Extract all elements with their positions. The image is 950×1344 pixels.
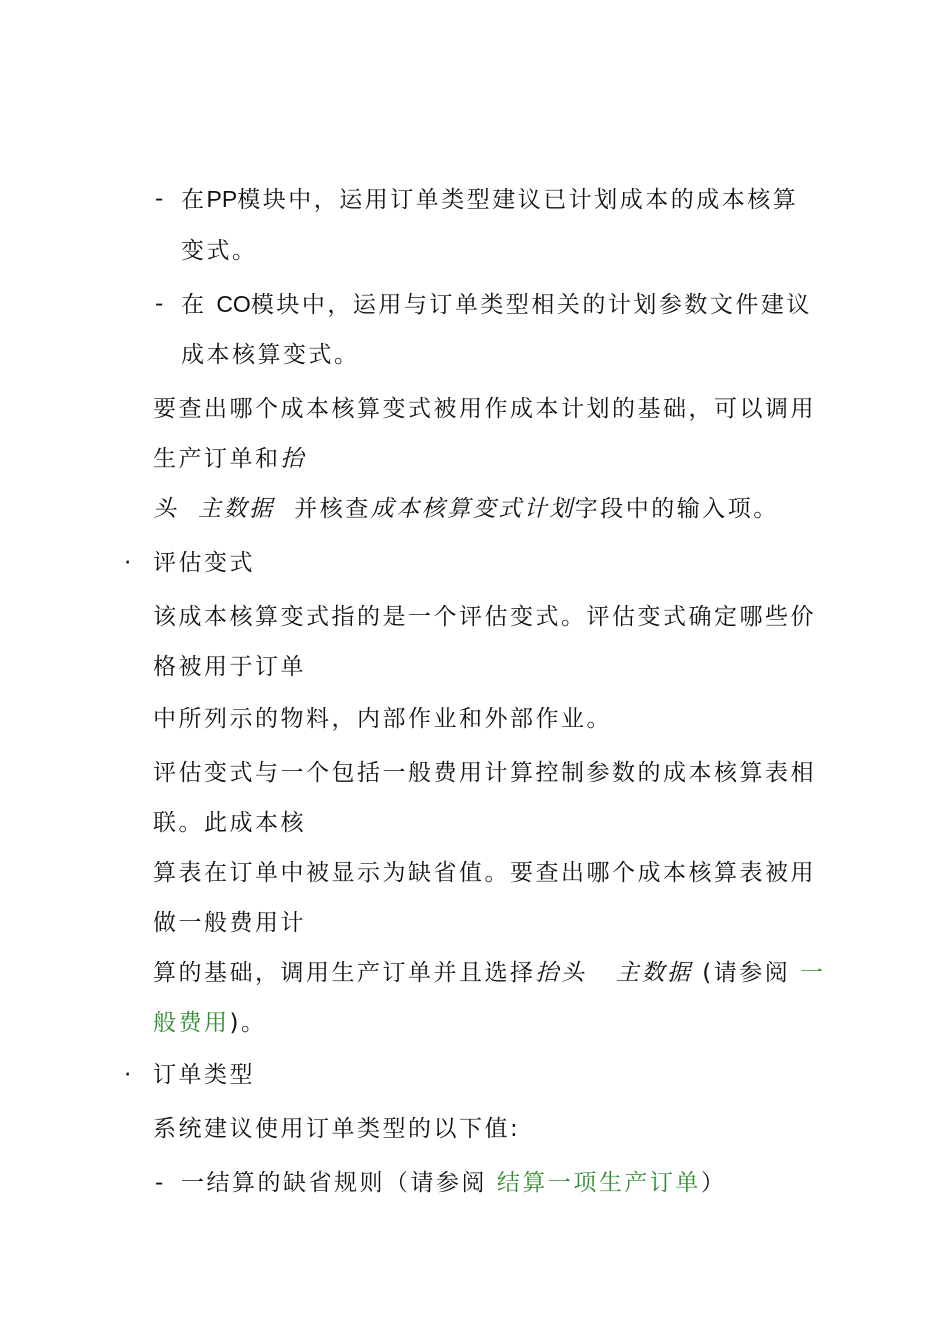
paragraph-line: 做一般费用计 — [153, 910, 306, 936]
list-item-co-cont: 成本核算变式。 — [181, 342, 360, 368]
paragraph-line: 格被用于订单 — [153, 654, 306, 680]
field-ref: 抬头 — [535, 960, 587, 986]
list-dash: - — [155, 186, 166, 212]
text: )。 — [229, 1010, 267, 1036]
text: 字段中的输入项。 — [574, 496, 779, 522]
paragraph-line: 评估变式与一个包括一般费用计算控制参数的成本核算表相 — [153, 760, 816, 786]
field-ref: 主数据 — [198, 496, 275, 522]
paragraph-line — [153, 494, 779, 524]
text: 在 — [181, 292, 207, 318]
paragraph-line: 系统建议使用订单类型的以下值: — [153, 1116, 521, 1142]
bullet-mark: · — [124, 550, 134, 576]
link-overhead[interactable]: 般费用 — [153, 1010, 230, 1036]
paragraph-line: 该成本核算变式指的是一个评估变式。评估变式确定哪些价 — [153, 604, 816, 630]
link-settle-order[interactable]: 结算一项生产订单 — [496, 1170, 701, 1196]
list-dash: - — [155, 291, 166, 317]
text: 模块中，运用与订单类型相关的计划参数文件建议 — [250, 292, 812, 318]
text: 生产订单和 — [153, 446, 281, 472]
paragraph-line — [153, 1008, 266, 1038]
field-ref: 头 — [153, 496, 179, 522]
module-code: PP — [206, 186, 238, 212]
section-title: 订单类型 — [153, 1062, 255, 1088]
list-dash: - — [155, 1170, 166, 1196]
section-title: 评估变式 — [153, 550, 255, 576]
text: (请参阅 — [702, 960, 791, 986]
module-code: CO — [216, 291, 251, 317]
list-item-pp — [181, 184, 798, 215]
text: 模块中，运用订单类型建议已计划成本的成本核算 — [237, 187, 799, 213]
text: 在 — [181, 187, 207, 213]
field-ref: 抬 — [280, 446, 306, 472]
paragraph-line: 要查出哪个成本核算变式被用作成本计划的基础，可以调用 — [153, 396, 816, 422]
text: 算的基础，调用生产订单并且选择 — [153, 960, 536, 986]
paragraph-line — [153, 444, 306, 474]
text: ） — [700, 1170, 727, 1196]
paragraph-line: 中所列示的物料，内部作业和外部作业。 — [153, 706, 612, 732]
field-ref: 成本核算变式计划 — [370, 496, 575, 522]
text: 一结算的缺省规则（请参阅 — [181, 1170, 487, 1196]
paragraph-line: 联。此成本核 — [153, 810, 306, 836]
link-overhead[interactable]: 一 — [800, 960, 826, 986]
paragraph-line: 算表在订单中被显示为缺省值。要查出哪个成本核算表被用 — [153, 860, 816, 886]
text: 并核查 — [294, 496, 371, 522]
list-item-co — [181, 289, 812, 320]
field-ref: 主数据 — [615, 960, 693, 986]
bullet-mark: · — [124, 1062, 134, 1088]
paragraph-line — [153, 958, 826, 988]
list-item-settlement — [181, 1168, 726, 1198]
list-item-pp-cont: 变式。 — [181, 238, 258, 264]
